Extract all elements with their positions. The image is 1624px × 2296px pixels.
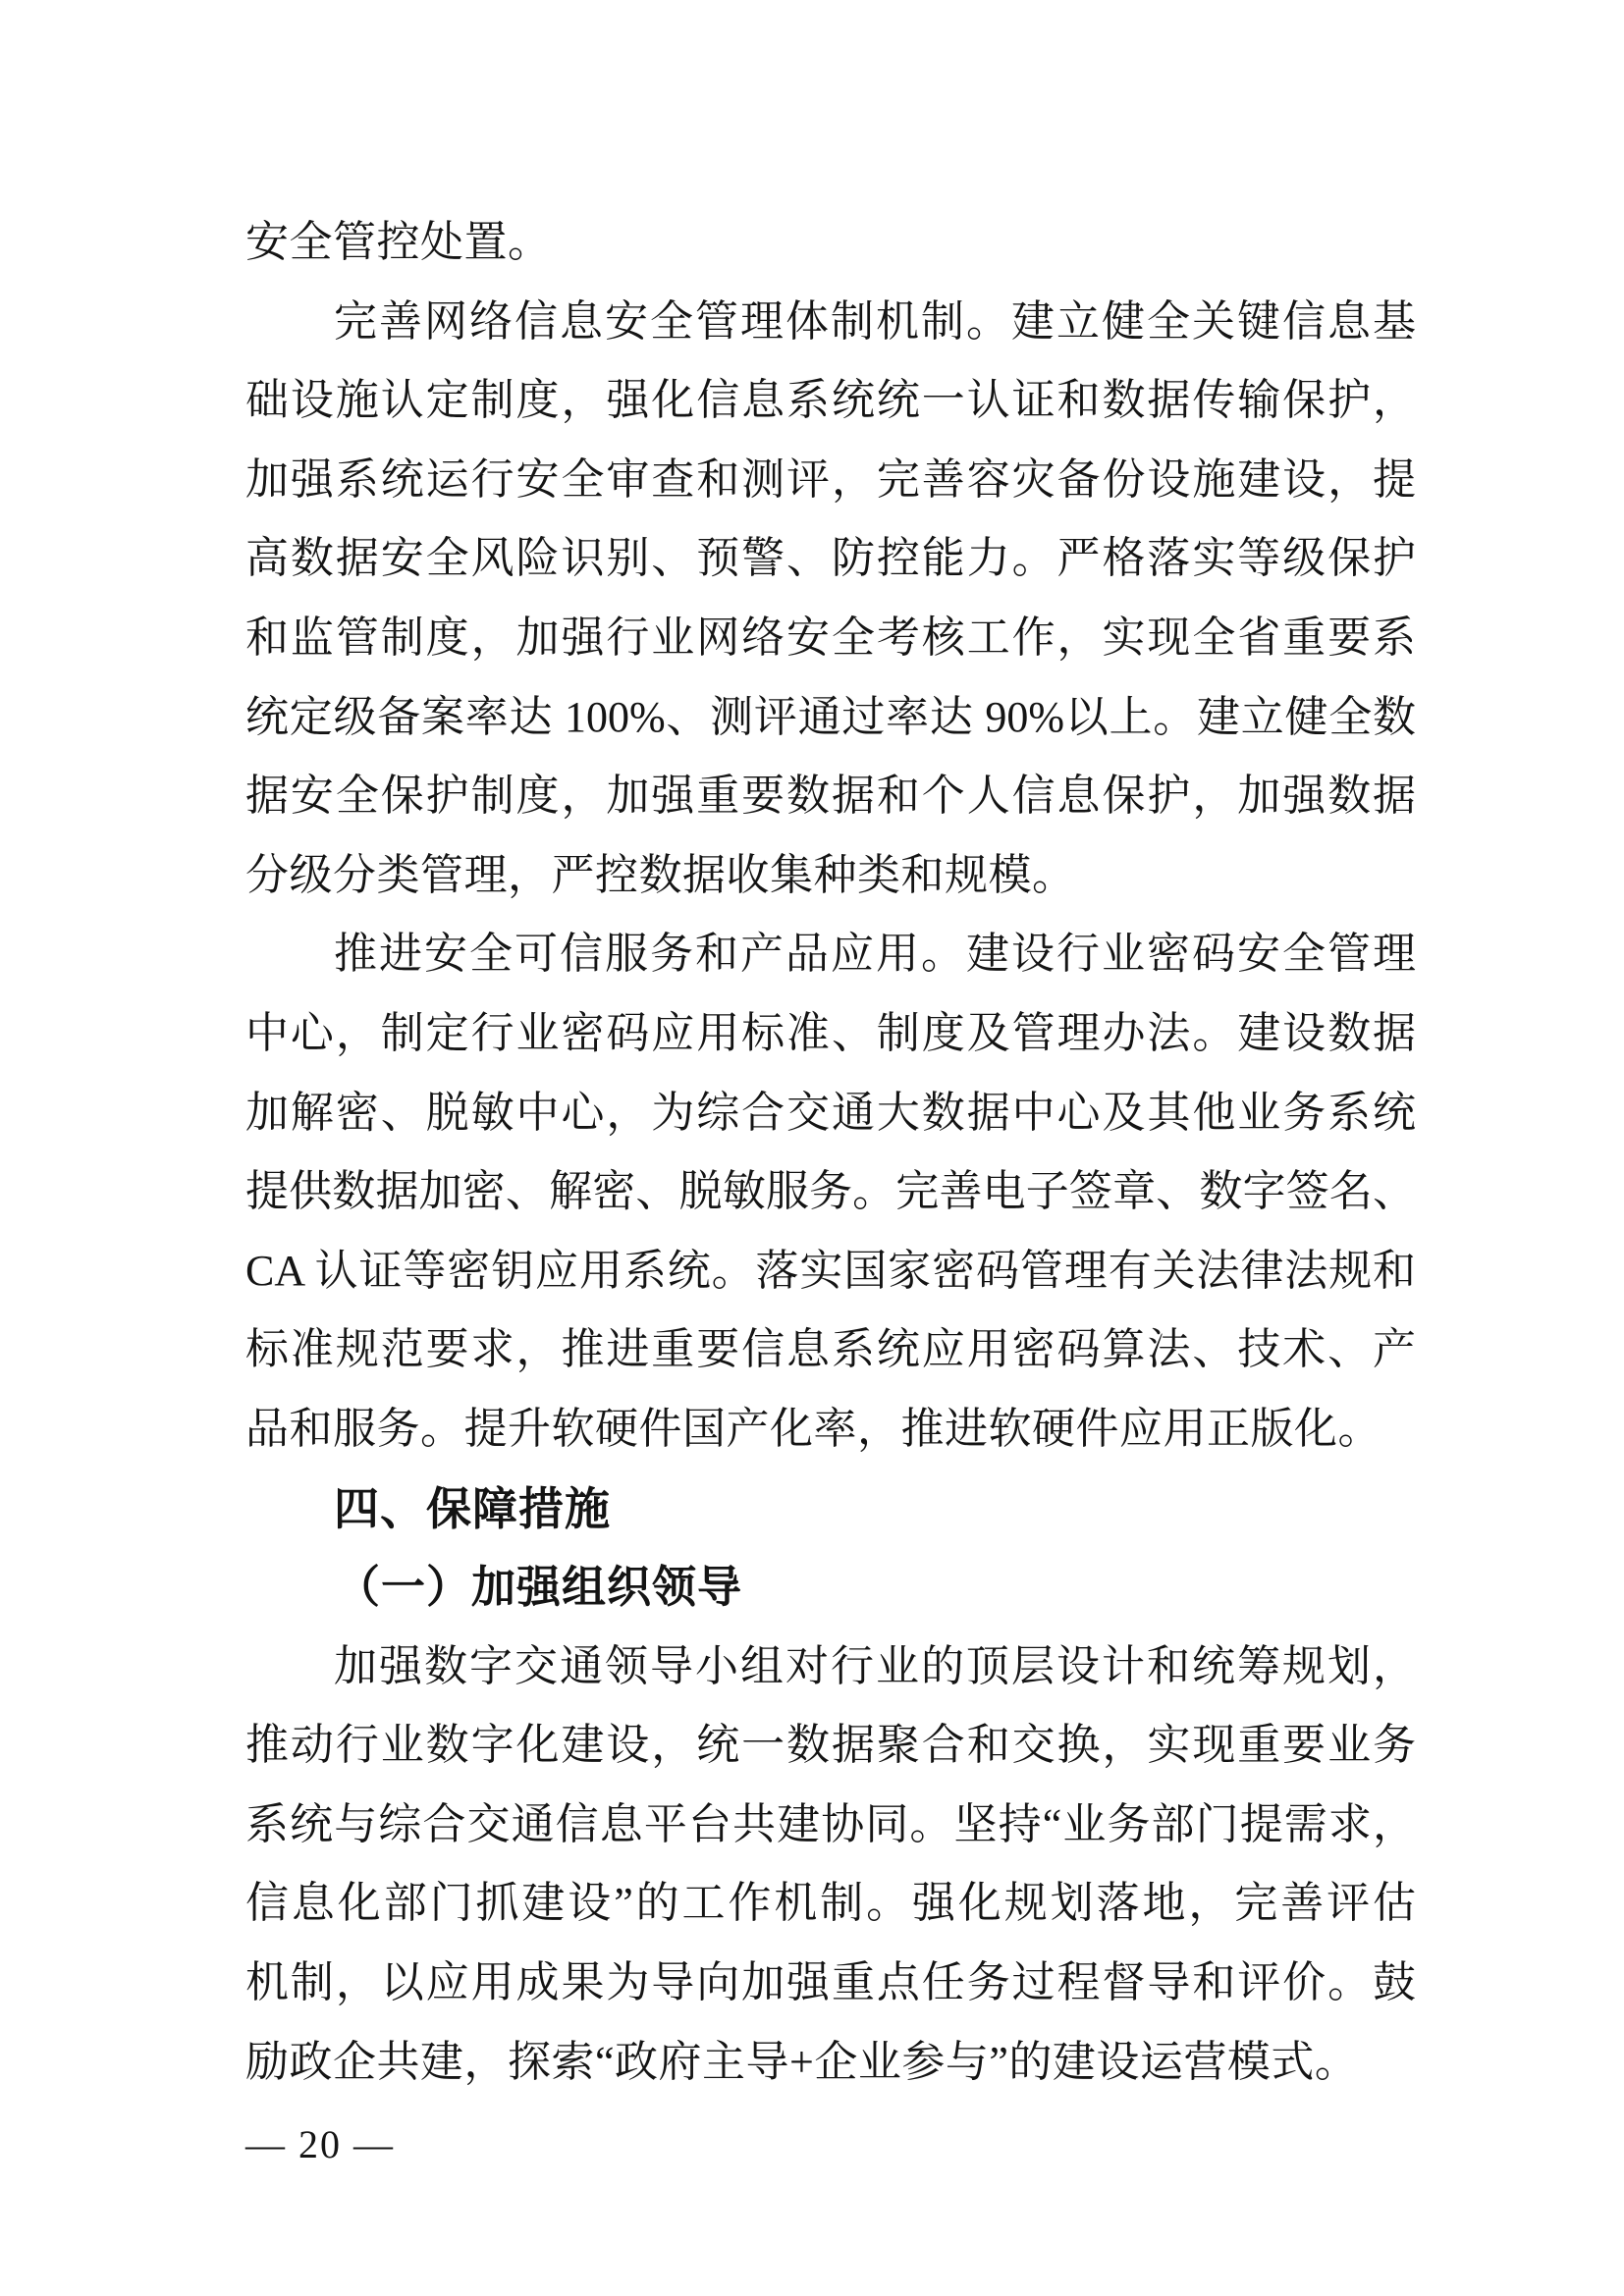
text-line: 统定级备案率达 100%、测评通过率达 90%以上。建立健全数 [245,692,1416,741]
section-heading: 四、保障措施 [334,1482,611,1534]
text-line: 提供数据加密、解密、脱敏服务。完善电子签章、数字签名、 [245,1167,1416,1216]
text-line: 完善网络信息安全管理体制机制。建立健全关键信息基 [334,296,1416,346]
subsection-heading: （一）加强组织领导 [336,1563,743,1613]
text-line: 础设施认定制度，强化信息系统统一认证和数据传输保护， [245,376,1416,425]
text-line: 系统与综合交通信息平台共建协同。坚持“业务部门提需求， [245,1799,1416,1848]
text-line: 加强系统运行安全审查和测评，完善容灾备份设施建设，提 [245,454,1416,504]
text-line: 中心，制定行业密码应用标准、制度及管理办法。建设数据 [245,1008,1416,1057]
text-line: 标准规范要求，推进重要信息系统应用密码算法、技术、产 [245,1325,1416,1374]
text-line: CA 认证等密钥应用系统。落实国家密码管理有关法律法规和 [245,1246,1416,1295]
page-number: — 20 — [245,2122,395,2166]
text-line: 安全管控处置。 [245,218,552,266]
text-line: 励政企共建，探索“政府主导+企业参与”的建设运营模式。 [245,2037,1359,2086]
text-line: 加强数字交通领导小组对行业的顶层设计和统筹规划， [334,1641,1416,1690]
text-line: 机制，以应用成果为导向加强重点任务过程督导和评价。鼓 [245,1958,1416,2007]
document-body [245,203,1416,2102]
text-line: 分级分类管理，严控数据收集种类和规模。 [245,850,1076,899]
text-line: 高数据安全风险识别、预警、防控能力。严格落实等级保护 [245,534,1416,583]
text-line: 信息化部门抓建设”的工作机制。强化规划落地，完善评估 [245,1879,1416,1928]
text-line: 推进安全可信服务和产品应用。建设行业密码安全管理 [334,930,1416,979]
text-line: 据安全保护制度，加强重要数据和个人信息保护，加强数据 [245,772,1416,821]
text-line: 加解密、脱敏中心，为综合交通大数据中心及其他业务系统 [245,1088,1416,1137]
text-line: 推动行业数字化建设，统一数据聚合和交换，实现重要业务 [245,1721,1416,1770]
text-line: 品和服务。提升软硬件国产化率，推进软硬件应用正版化。 [245,1404,1381,1453]
text-line: 和监管制度，加强行业网络安全考核工作，实现全省重要系 [245,613,1416,662]
